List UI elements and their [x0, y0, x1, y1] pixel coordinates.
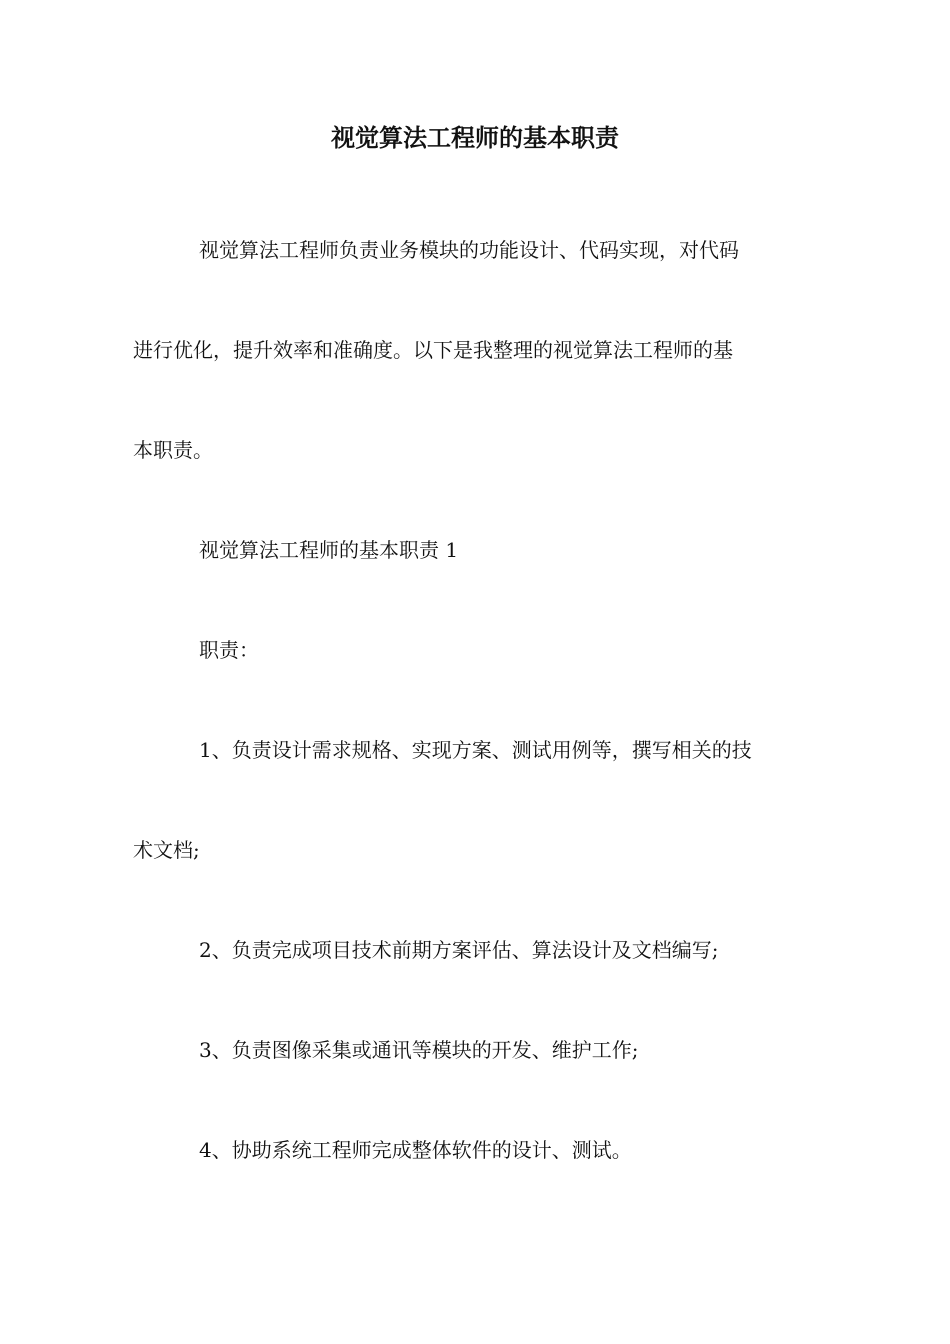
list-item: 3、负责图像采集或通讯等模块的开发、维护工作;	[199, 1038, 639, 1062]
document-body	[133, 200, 823, 1200]
paragraph-line: 视觉算法工程师负责业务模块的功能设计、代码实现，对代码	[199, 238, 739, 262]
document-title: 视觉算法工程师的基本职责	[331, 124, 619, 152]
paragraph-line: 本职责。	[133, 438, 213, 462]
list-item-continuation: 术文档;	[133, 838, 200, 862]
list-item: 4、协助系统工程师完成整体软件的设计、测试。	[199, 1138, 632, 1162]
section-label: 职责：	[199, 638, 259, 662]
list-item: 1、负责设计需求规格、实现方案、测试用例等，撰写相关的技	[199, 738, 752, 762]
list-item: 2、负责完成项目技术前期方案评估、算法设计及文档编写;	[199, 938, 719, 962]
paragraph-line: 进行优化，提升效率和准确度。以下是我整理的视觉算法工程师的基	[133, 338, 733, 362]
section-heading: 视觉算法工程师的基本职责 1	[199, 538, 459, 562]
